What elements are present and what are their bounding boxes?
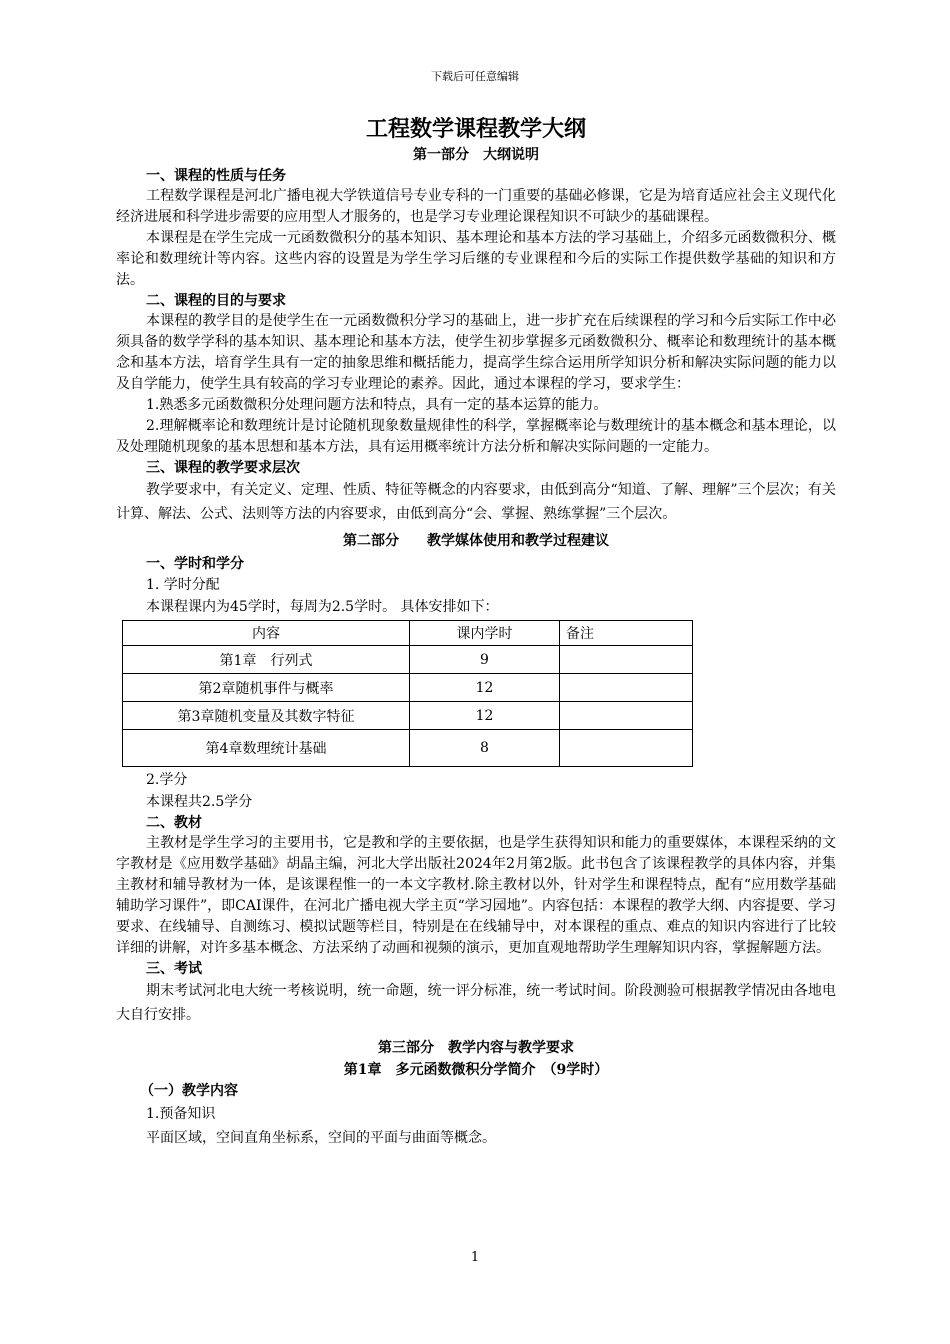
table-cell-hours: 8 bbox=[410, 730, 560, 767]
part2-section2-paragraph1: 主教材是学生学习的主要用书，它是教和学的主要依据，也是学生获得知识和能力的重要媒体，本课程采纳的文字教材是《应用数学基础》胡晶主编，河北大学出版社2024年2月第2版。此书包含了该课程教学的具体内容，并集主教材和辅导教材为一体，是该课程惟一的一本文字教材.除主教材以外，针对学生和课程特点，配有“应用数学基础辅助学习课件”，即CAI课件，在河北广播电视大学主页“学习园地”。内容包括：本课程的教学大纲、内容提要、学习要求、在线辅导、自测练习、模拟试题等栏目，特别是在在线辅导中，对本课程的重点、难点的知识内容进行了比较详细的讲解，对许多基本概念、方法采纳了动画和视频的演示，更加直观地帮助学生理解知识内容，掌握解题方法。 bbox=[116, 835, 836, 956]
part2-credit-text: 本课程共2.5学分 bbox=[146, 794, 253, 810]
table-cell-hours: 12 bbox=[410, 702, 560, 730]
part2-section2-heading: 二、教材 bbox=[146, 815, 202, 831]
part3-prerequisite-text: 平面区域，空间直角坐标系，空间的平面与曲面等概念。 bbox=[146, 1130, 496, 1146]
part1-section3-paragraph1: 教学要求中，有关定义、定理、性质、特征等概念的内容要求，由低到高分“知道、了解、理解”三个层次；有关计算、解法、公式、法则等方法的内容要求，由低到高分“会、掌握、熟练掌握”三个层次。 bbox=[116, 482, 836, 522]
part2-section1-heading: 一、学时和学分 bbox=[146, 556, 244, 572]
part2-section3-paragraph1: 期末考试河北电大统一考核说明，统一命题，统一评分标准，统一考试时间。阶段测验可根据教学情况由各地电大自行安排。 bbox=[116, 983, 836, 1023]
part2-hours-intro: 本课程课内为45学时，每周为2.5学时。 具体安排如下： bbox=[146, 599, 499, 615]
table-row bbox=[123, 702, 693, 730]
table-row bbox=[123, 730, 693, 767]
table-cell-content: 第2章随机事件与概率 bbox=[123, 674, 410, 702]
table-cell-content: 第4章数理统计基础 bbox=[123, 730, 410, 767]
table-cell-content: 第1章 行列式 bbox=[123, 646, 410, 674]
table-cell-hours: 12 bbox=[410, 674, 560, 702]
hours-table-header-row bbox=[123, 621, 693, 646]
table-cell-note bbox=[560, 702, 693, 730]
part1-section2-heading: 二、课程的目的与要求 bbox=[146, 293, 286, 309]
hours-table bbox=[122, 620, 693, 767]
part2-title: 第二部分 教学媒体使用和教学过程建议 bbox=[343, 533, 609, 549]
part1-section2-paragraph1: 本课程的教学目的是使学生在一元函数微积分学习的基础上，进一步扩充在后续课程的学习和今后实际工作中必须具备的数学学科的基本知识、基本理论和基本方法，使学生初步掌握多元函数微积分、概率论和数理统计的基本概念和基本方法，培育学生具有一定的抽象思维和概括能力，提高学生综合运用所学知识分析和解决实际问题的能力以及自学能力，使学生具有较高的学习专业理论的素养。因此，通过本课程的学习，要求学生： bbox=[116, 313, 836, 392]
part1-section1-paragraph1: 工程数学课程是河北广播电视大学铁道信号专业专科的一门重要的基础必修课，它是为培育适应社会主义现代化经济进展和科学进步需要的应用型人才服务的，也是学习专业理论课程知识不可缺少的基础课程。 bbox=[116, 188, 836, 225]
part1-section2-item2: 2.理解概率论和数理统计是讨论随机现象数量规律性的科学，掌握概率论与数理统计的基本概念和基本理论，以及处理随机现象的基本思想和基本方法，具有运用概率统计方法分析和解决实际问题的一定能力。 bbox=[116, 418, 836, 455]
part1-title: 第一部分 大纲说明 bbox=[413, 147, 539, 163]
document-body bbox=[116, 114, 836, 1149]
part2-section3-heading: 三、考试 bbox=[146, 961, 202, 977]
part1-section3-heading: 三、课程的教学要求层次 bbox=[146, 460, 300, 476]
chapter1-title: 第1章 多元函数微积分学简介 （9学时） bbox=[343, 1062, 609, 1078]
part1-section1-heading: 一、课程的性质与任务 bbox=[146, 168, 286, 184]
table-row bbox=[123, 646, 693, 674]
table-cell-content: 第3章随机变量及其数字特征 bbox=[123, 702, 410, 730]
hours-table-header-hours: 课内学时 bbox=[410, 621, 560, 646]
table-cell-note bbox=[560, 646, 693, 674]
part1-section2-item1: 1.熟悉多元函数微积分处理问题方法和特点，具有一定的基本运算的能力。 bbox=[146, 397, 608, 413]
part3-title: 第三部分 教学内容与教学要求 bbox=[378, 1040, 574, 1056]
document-title: 工程数学课程教学大纲 bbox=[365, 116, 586, 142]
page-number: 1 bbox=[470, 1250, 480, 1265]
hours-table-header-content: 内容 bbox=[123, 621, 410, 646]
part3-prerequisite-subheading: 1.预备知识 bbox=[146, 1106, 216, 1122]
table-cell-note bbox=[560, 674, 693, 702]
part3-section1-heading: （一）教学内容 bbox=[140, 1083, 238, 1099]
table-cell-hours: 9 bbox=[410, 646, 560, 674]
table-cell-note bbox=[560, 730, 693, 767]
part2-hours-subheading: 1. 学时分配 bbox=[146, 577, 220, 593]
part2-credit-subheading: 2.学分 bbox=[146, 772, 188, 788]
table-row bbox=[123, 674, 693, 702]
part1-section1-paragraph2: 本课程是在学生完成一元函数微积分的基本知识、基本理论和基本方法的学习基础上，介绍多元函数微积分、概率论和数理统计等内容。这些内容的设置是为学生学习后继的专业课程和今后的实际工作提供数学基础的知识和方法。 bbox=[116, 230, 836, 288]
hours-table-header-note: 备注 bbox=[560, 621, 693, 646]
header-note: 下载后可任意编辑 bbox=[431, 70, 519, 83]
